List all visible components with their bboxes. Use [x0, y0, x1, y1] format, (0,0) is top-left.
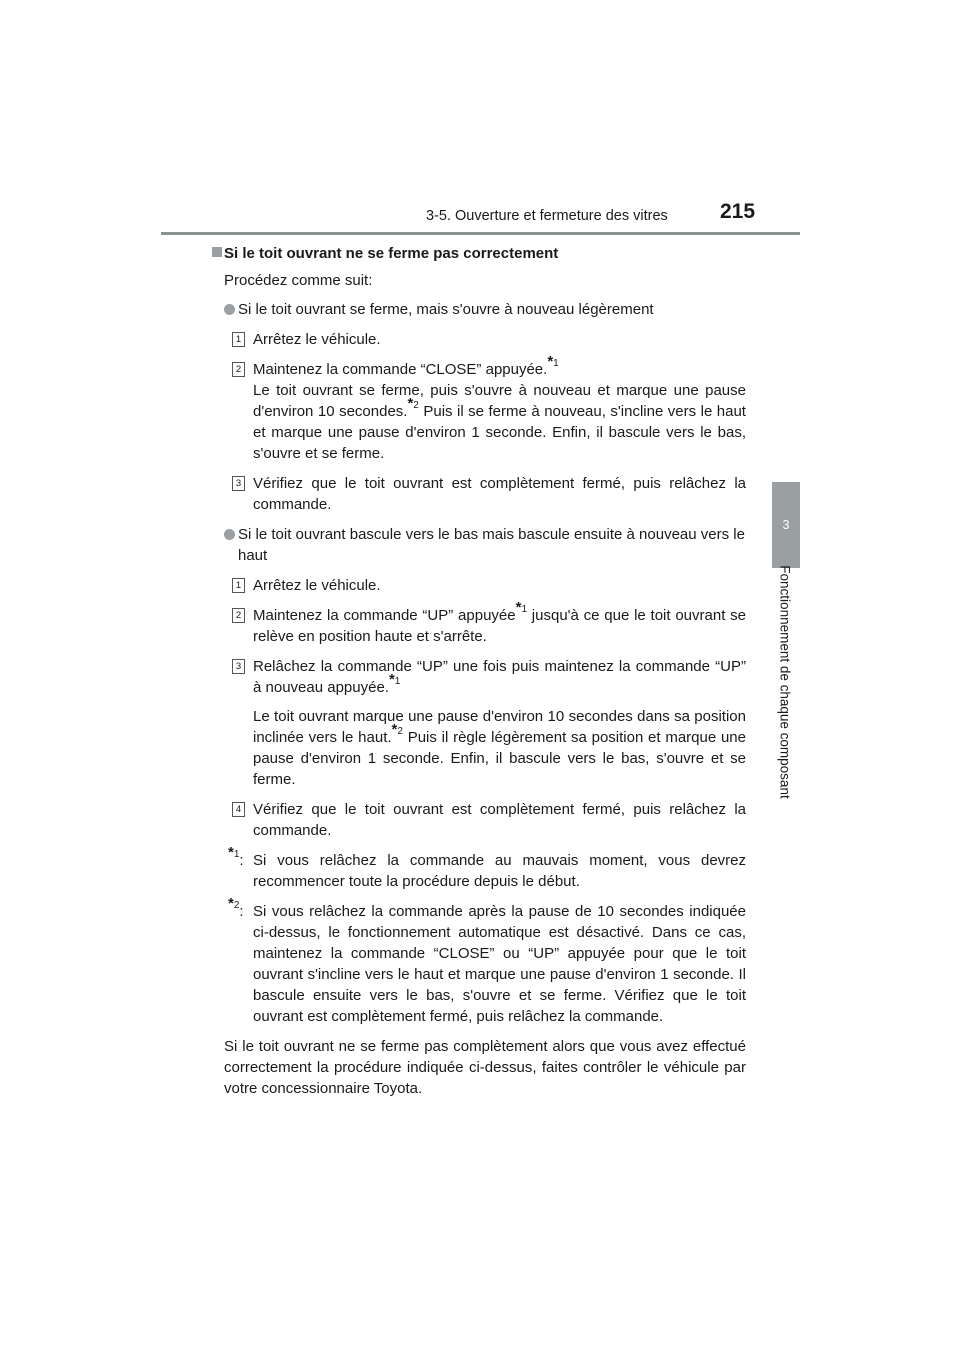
step-text-cont: jusqu'à ce que le toit ouvrant se relève en position haute et s'arrête. [253, 607, 746, 645]
step-number: 1 [232, 578, 245, 593]
case-1-text: Si le toit ouvrant se ferme, mais s'ouvre à nouveau légèrement [238, 301, 654, 318]
intro-text: Procédez comme suit: [224, 272, 373, 289]
step-text: Maintenez la commande “UP” appuyée [253, 607, 516, 624]
page-number: 215 [720, 200, 756, 223]
step-detail: Le toit ouvrant se ferme, puis s'ouvre à nouveau et marque une pause d'environ 10 secondes. [253, 382, 746, 420]
footnote-text: Si vous relâchez la commande au mauvais moment, vous devrez recommencer toute la procédure depuis le début. [253, 852, 746, 890]
footnote-1 [224, 844, 746, 892]
chapter-title: Fonctionnement de chaque composant [777, 565, 793, 799]
step-text: Vérifiez que le toit ouvrant est complètement fermé, puis relâchez la commande. [253, 801, 746, 839]
case-1-step-1 [224, 329, 746, 350]
footnote-mark: $^{*1}$: [228, 844, 244, 869]
heading-text: Si le toit ouvrant ne se ferme pas correctement [224, 245, 559, 262]
section-title: 3-5. Ouverture et fermeture des vitres [426, 208, 668, 224]
case-2-step-2 [224, 599, 746, 647]
case-2-step-4 [224, 799, 746, 841]
footnote-ref: *1 [547, 353, 559, 370]
step-detail-cont: Puis il règle légèrement sa position et marque une pause d'environ 1 seconde. Enfin, il bascule vers le bas, s'ouvre et se ferme. [253, 729, 746, 788]
case-2-text: Si le toit ouvrant bascule vers le bas mais bascule ensuite à nouveau vers le haut [238, 526, 745, 564]
step-detail: Le toit ouvrant marque une pause d'environ 10 secondes dans sa position inclinée vers le haut. [253, 708, 746, 746]
step-text: Maintenez la commande “CLOSE” appuyée. [253, 361, 548, 378]
step-number: 3 [232, 476, 245, 491]
case-1-step-2 [224, 353, 746, 464]
footnote-2 [224, 895, 746, 1027]
section-heading [224, 243, 746, 264]
circle-bullet-icon [224, 529, 235, 540]
step-number: 2 [232, 362, 245, 377]
step-text: Relâchez la commande “UP” une fois puis maintenez la commande “UP” à nouveau appuyée. [253, 658, 746, 696]
step-detail-cont: Puis il se ferme à nouveau, s'incline vers le haut et marque une pause d'environ 1 seconde. Enfin, il bascule vers le bas, s'ouvre et se ferme. [253, 403, 746, 462]
case-2-step-3 [224, 656, 746, 790]
step-number: 4 [232, 802, 245, 817]
step-text: Arrêtez le véhicule. [253, 331, 381, 348]
case-1-title [224, 299, 746, 320]
step-number: 3 [232, 659, 245, 674]
case-1-step-3 [224, 473, 746, 515]
step-number: 1 [232, 332, 245, 347]
header-divider [161, 232, 800, 235]
square-bullet-icon [212, 247, 222, 257]
footnote-text: Si vous relâchez la commande après la pause de 10 secondes indiquée ci-dessus, le fonctionnement automatique est désactivé. Dans ce cas, maintenez la commande “CLOSE” ou “UP” appuyée pour que le toit ouvrant s'incline vers le haut et marque une pause d'environ 1 seconde. Il bascule ensuite vers le bas, s'ouvre et se ferme. Vérifiez que le toit ouvrant est complètement fermé, puis relâchez la commande. [253, 903, 746, 1025]
step-number: 2 [232, 608, 245, 623]
footnote-mark: $^{*2}$: [228, 895, 244, 920]
step-text: Arrêtez le véhicule. [253, 577, 381, 594]
footnote-ref: *1 [388, 671, 401, 688]
circle-bullet-icon [224, 304, 235, 315]
chapter-side-label [770, 552, 800, 812]
case-2-step-1 [224, 575, 746, 596]
main-content [224, 243, 746, 1099]
case-2-title [224, 524, 746, 566]
footnote-ref: *2 [407, 395, 419, 412]
step-text: Vérifiez que le toit ouvrant est complètement fermé, puis relâchez la commande. [253, 475, 746, 513]
closing-paragraph: Si le toit ouvrant ne se ferme pas complètement alors que vous avez effectué correctement la procédure indiquée ci-dessus, faites contrôler le véhicule par votre concessionnaire Toyota. [224, 1038, 746, 1097]
chapter-tab: 3 [772, 482, 800, 568]
footnote-ref: *1 [515, 599, 528, 616]
footnote-ref: *2 [391, 721, 403, 738]
